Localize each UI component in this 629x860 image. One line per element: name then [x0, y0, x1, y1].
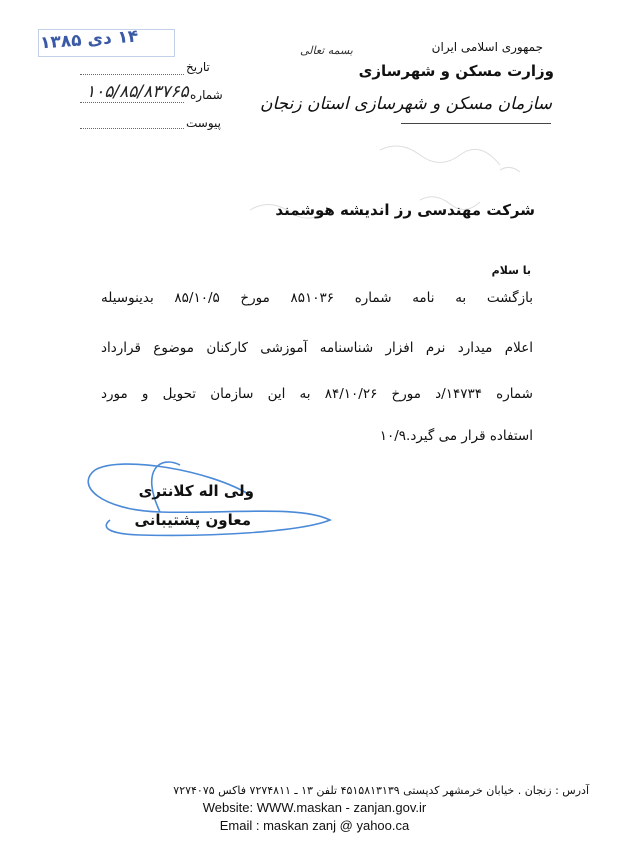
footer-address: آدرس : زنجان . خیابان خرمشهر کدپستی ۴۵۱۵۸۱۳۱۳۹ تلفن ۱۳ ـ ۷۲۷۴۸۱۱ فاکس ۷۲۷۴۰۷۵ [173, 784, 589, 797]
org-provincial-office: سازمان مسکن و شهرسازی استان زنجان [260, 94, 552, 114]
body-line-2: اعلام میدارد نرم افزار شناسنامه آموزشی کارکنان موضوع قرارداد [101, 340, 533, 356]
date-field-line [80, 74, 184, 75]
number-label: شماره [190, 88, 223, 102]
greeting: با سلام [491, 264, 531, 277]
letter-number: ۱۰۵/۸۵/۸۳۷۶۵ [86, 82, 189, 102]
date-label: تاریخ [186, 60, 210, 74]
footer-email: Email : maskan zanj @ yahoo.ca [219, 818, 410, 833]
attachment-field-line [80, 128, 184, 129]
org-ministry: وزارت مسکن و شهرسازی [358, 62, 554, 80]
body-line-1: بازگشت به نامه شماره ۸۵۱۰۳۶ مورخ ۸۵/۱۰/۵ بدینوسیله [101, 290, 533, 306]
motto-text: بسمه تعالی [300, 44, 353, 57]
attachment-label: پیوست [186, 116, 221, 130]
org-country: جمهوری اسلامی ایران [431, 40, 543, 54]
number-field-line [80, 102, 184, 103]
signatory-title: معاون پشتیبانی [134, 511, 251, 529]
header-divider [401, 123, 551, 124]
footer-website: Website: WWW.maskan - zanjan.gov.ir [202, 800, 427, 815]
date-stamp: ۱۴ دی ۱۳۸۵ [39, 26, 140, 54]
recipient: شرکت مهندسی رز اندیشه هوشمند [275, 201, 535, 219]
body-line-4: استفاده قرار می گیرد.۱۰/۹ [379, 428, 533, 444]
signatory-name: ولی اله کلانتری [138, 482, 254, 500]
body-line-3: شماره ۱۴۷۳۴/د مورخ ۸۴/۱۰/۲۶ به این سازمان تحویل و مورد [101, 386, 533, 402]
